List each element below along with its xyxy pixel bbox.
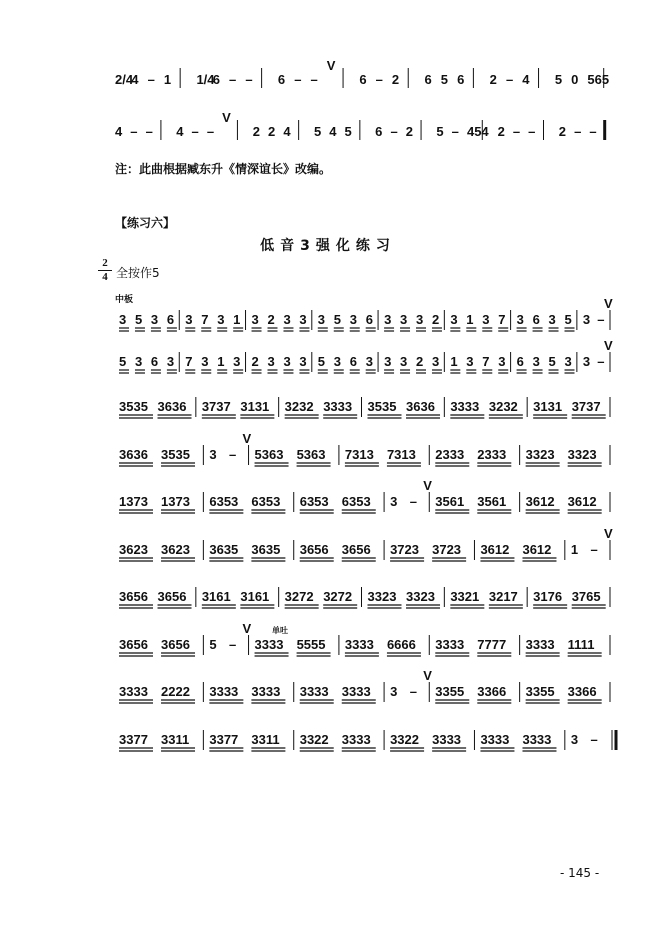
note: 6 (457, 72, 465, 87)
note-group: 3311 (161, 732, 190, 747)
note-group: 3 (431, 354, 440, 369)
note-group: 3333 (522, 732, 552, 747)
note-group: 3333 (254, 637, 284, 652)
note: 565 (587, 72, 610, 87)
note-group: 3161 (201, 589, 231, 604)
note-group: 3333 (209, 684, 239, 699)
note: 4 (522, 72, 530, 87)
note-group: 3 (217, 312, 225, 327)
note-group: 3 (150, 312, 159, 327)
note: – (390, 124, 398, 139)
note-group: 3232 (284, 399, 314, 414)
note: 2/4 (115, 72, 134, 87)
note: 6 (359, 72, 367, 87)
note-group: 3333 (344, 637, 374, 652)
note: 4 (115, 124, 123, 139)
note-group: 3 (582, 312, 591, 327)
note-group: 7 (482, 354, 490, 369)
note: 2 (558, 124, 567, 139)
note: – (574, 124, 582, 139)
exercise-line-svg (0, 338, 656, 384)
note: 4 (176, 124, 184, 139)
note-group: 5 (134, 312, 143, 327)
note-group: 3 (317, 312, 326, 327)
note-group: – (409, 684, 417, 699)
note-group: 2 (431, 312, 440, 327)
note-group: 6353 (209, 494, 239, 509)
breath-mark: V (423, 478, 432, 493)
note-group: 3 (365, 354, 373, 369)
note-group: 3333 (119, 684, 148, 699)
note-group: 3636 (119, 447, 148, 462)
note: – (245, 72, 253, 87)
note-group: 3322 (390, 732, 420, 747)
exercise-line (0, 395, 656, 429)
exercise-line-svg (0, 395, 656, 429)
note-group: 3377 (209, 732, 239, 747)
note-group: 5 (548, 354, 556, 369)
note-group: 3636 (406, 399, 435, 414)
note-group: 1373 (119, 494, 148, 509)
exercise-line-svg (0, 728, 656, 762)
note: 0 (571, 72, 579, 87)
note: 2 (489, 72, 497, 87)
note-group: 3737 (571, 399, 601, 414)
note-group: 5 (564, 312, 572, 327)
note-group: – (229, 637, 237, 652)
exercise-line (0, 728, 656, 762)
breath-mark: V (604, 338, 613, 353)
note-group: 3 (251, 312, 259, 327)
note-group: 2222 (161, 684, 190, 699)
note-group: 1373 (161, 494, 190, 509)
note: 5 (440, 72, 449, 87)
note-group: 3161 (240, 589, 270, 604)
note-group: 3355 (525, 684, 555, 699)
note-group: 3 (548, 312, 556, 327)
note-group: 6 (349, 354, 357, 369)
note-group: 3635 (209, 542, 239, 557)
note-group: 3 (267, 354, 275, 369)
top-score-row-1-svg (0, 58, 656, 96)
note-group: 3333 (525, 637, 555, 652)
note-group: 3612 (525, 494, 555, 509)
note-group: 7313 (344, 447, 374, 462)
note-group: 3535 (161, 447, 190, 462)
breath-mark: V (222, 110, 231, 125)
note-group: 3176 (533, 589, 563, 604)
note-group: 3333 (341, 684, 371, 699)
note: 6 (277, 72, 286, 87)
note-group: 3322 (299, 732, 329, 747)
note-group: 3636 (157, 399, 187, 414)
note: 6 (424, 72, 432, 87)
note: 2 (405, 124, 413, 139)
note: – (375, 72, 383, 87)
breath-mark: V (242, 431, 252, 446)
note: 2 (252, 124, 260, 139)
note-group: 3723 (390, 542, 420, 557)
note-group: 3 (201, 354, 209, 369)
exercise-line-svg (0, 478, 656, 524)
note-group: 3612 (480, 542, 510, 557)
note: – (229, 72, 237, 87)
breath-mark: V (242, 621, 252, 636)
top-score-row-2 (0, 110, 656, 148)
note-group: 3355 (435, 684, 465, 699)
note-group: 3 (209, 447, 217, 462)
note-group: 5363 (296, 447, 326, 462)
note: – (191, 124, 199, 139)
top-row2-glyphs (115, 110, 605, 140)
note-group: 3635 (251, 542, 281, 557)
note-group: 3 (516, 312, 524, 327)
note-group: 3 (299, 312, 307, 327)
note-group: 3 (400, 354, 408, 369)
breath-mark: V (326, 58, 336, 73)
note-group: 3311 (251, 732, 280, 747)
note-group: 3561 (435, 494, 465, 509)
note-group: 3656 (299, 542, 329, 557)
note: – (589, 124, 597, 139)
note-group: 3131 (533, 399, 563, 414)
note-group: 6353 (341, 494, 371, 509)
note-group: 3 (134, 354, 143, 369)
note-group: – (409, 494, 417, 509)
note: – (528, 124, 536, 139)
note: – (505, 72, 514, 87)
note-group: 3 (283, 354, 291, 369)
note-group: 3333 (251, 684, 281, 699)
note-group: 3 (166, 354, 175, 369)
note: 6 (375, 124, 383, 139)
note-group: – (229, 447, 237, 462)
articulation-label: 单吐 (272, 626, 288, 635)
note-group: 6 (532, 312, 540, 327)
note-group: 3612 (567, 494, 597, 509)
note-text: 注：此曲根据臧东升《情深谊长》改编。 (115, 162, 332, 176)
note-group: 7777 (477, 637, 507, 652)
note-group: 3 (333, 354, 342, 369)
top-row1-glyphs (115, 58, 609, 88)
note-group: 3 (532, 354, 540, 369)
note-group: 1 (233, 312, 241, 327)
exercise-line-svg (0, 668, 656, 714)
note: – (147, 72, 155, 87)
note-group: 3232 (488, 399, 518, 414)
note-group: 5 (317, 354, 326, 369)
note-group: 6 (166, 312, 175, 327)
tempo-label: 中板 (115, 295, 134, 305)
note-group: 3 (384, 354, 392, 369)
note-group: 3 (450, 312, 458, 327)
note: 2 (497, 124, 505, 139)
note-group: 2333 (477, 447, 507, 462)
note-group: 3656 (157, 589, 187, 604)
note-group: 3 (498, 354, 506, 369)
note-group: – (597, 354, 605, 369)
note-group: 3131 (240, 399, 270, 414)
note-group: – (590, 542, 598, 557)
note-group: 3 (390, 494, 398, 509)
note-group: 3377 (119, 732, 148, 747)
note-group: – (590, 732, 598, 747)
note-group: 3 (119, 312, 127, 327)
note-group: 2 (267, 312, 275, 327)
time-signature-top: 2 (102, 257, 108, 269)
exercise-line (0, 338, 656, 384)
note-group: 3723 (432, 542, 462, 557)
breath-mark: V (423, 668, 432, 683)
exercise-line (0, 526, 656, 572)
note: 5 (554, 72, 563, 87)
section-label: 【练习六】 (115, 216, 176, 230)
note-group: 3323 (367, 589, 397, 604)
note-group: 3656 (161, 637, 190, 652)
note-group: 6 (516, 354, 524, 369)
breath-mark: V (604, 526, 613, 541)
note-group: 7313 (386, 447, 416, 462)
note-group: 3623 (161, 542, 190, 557)
note-group: 3 (299, 354, 307, 369)
note-group: 3 (384, 312, 392, 327)
note-group: 3 (570, 732, 579, 747)
note: 5 (436, 124, 444, 139)
note-group: 3 (233, 354, 241, 369)
note-group: 3 (466, 354, 474, 369)
note-group: 5 (333, 312, 342, 327)
breath-mark: V (604, 296, 613, 311)
note: – (512, 124, 521, 139)
note-group: 5 (209, 637, 217, 652)
note-group: 3272 (323, 589, 353, 604)
note-group: 3333 (341, 732, 371, 747)
note: 454 (466, 124, 489, 139)
note-group: 3333 (299, 684, 329, 699)
note-group: 3 (582, 354, 591, 369)
note-group: 3612 (522, 542, 552, 557)
note-group: 6353 (299, 494, 329, 509)
note-group: 3656 (341, 542, 371, 557)
note-group: 3535 (119, 399, 148, 414)
note-group: 6 (150, 354, 159, 369)
note-group: 6 (365, 312, 373, 327)
note-group: 3 (185, 312, 193, 327)
note: – (145, 124, 153, 139)
top-score-row-1 (0, 58, 656, 96)
note-group: 3 (416, 312, 424, 327)
note: 2 (391, 72, 400, 87)
note-group: 3323 (406, 589, 435, 604)
time-signature (98, 258, 112, 283)
note: – (294, 72, 302, 87)
note-group: 3737 (201, 399, 231, 414)
note-group: 1 (217, 354, 225, 369)
exercise-line (0, 585, 656, 619)
note-group: 3656 (119, 637, 148, 652)
note: – (451, 124, 459, 139)
note-group: 3535 (367, 399, 397, 414)
note-group: 3333 (480, 732, 510, 747)
note-group: 5555 (296, 637, 326, 652)
note-group: 3 (349, 312, 357, 327)
note-group: 3272 (284, 589, 314, 604)
note: 5 (344, 124, 352, 139)
note-group: 3333 (450, 399, 480, 414)
note-group: 3323 (525, 447, 555, 462)
page-number: - 145 - (560, 866, 600, 880)
note: 6 (212, 72, 220, 87)
note-group: 7 (185, 354, 193, 369)
note-group: 3 (390, 684, 398, 699)
note-group: 3321 (450, 589, 480, 604)
note-group: 3333 (435, 637, 465, 652)
note-group: – (597, 312, 605, 327)
note-group: 3 (400, 312, 408, 327)
note-group: 2333 (435, 447, 465, 462)
note: 4 (283, 124, 291, 139)
note-group: 1 (570, 542, 579, 557)
exercise-line (0, 478, 656, 524)
note: 4 (329, 124, 337, 139)
note-group: 7 (498, 312, 506, 327)
note-group: 3561 (477, 494, 507, 509)
note-group: 6666 (386, 637, 416, 652)
note-group: 3323 (567, 447, 597, 462)
note-group: 2 (251, 354, 259, 369)
note-group: 3623 (119, 542, 148, 557)
note-group: 3 (482, 312, 490, 327)
note-group: 3333 (323, 399, 353, 414)
exercise-line (0, 431, 656, 477)
exercise-line (0, 668, 656, 714)
exercise-line-svg (0, 526, 656, 572)
note-group: 3765 (571, 589, 601, 604)
exercise-line-svg (0, 431, 656, 477)
time-signature-bottom: 4 (102, 271, 108, 283)
exercise-line-svg (0, 585, 656, 619)
note-group: 6353 (251, 494, 281, 509)
note: – (130, 124, 138, 139)
note-group: 3 (564, 354, 572, 369)
note-group: 2 (416, 354, 424, 369)
fingering-label: 全按作5 (116, 266, 160, 280)
note-group: 3366 (567, 684, 597, 699)
note-group: 5 (119, 354, 127, 369)
note-group: 1 (450, 354, 458, 369)
exercise-title: 低音3强化练习 (260, 238, 396, 254)
note-group: 1 (466, 312, 474, 327)
note-group: 3656 (119, 589, 148, 604)
note: 4 (131, 72, 139, 87)
note-group: 5363 (254, 447, 284, 462)
note-group: 3217 (488, 589, 518, 604)
note-group: 7 (201, 312, 209, 327)
note-group: 1111 (567, 637, 595, 652)
top-score-row-2-svg (0, 110, 656, 148)
note: 2 (268, 124, 276, 139)
note: – (206, 124, 215, 139)
note: 1 (163, 72, 172, 87)
note-group: 3 (283, 312, 291, 327)
note: – (310, 72, 318, 87)
note: 5 (313, 124, 322, 139)
note-group: 3366 (477, 684, 507, 699)
note-group: 3333 (432, 732, 462, 747)
note: 1/4 (196, 72, 215, 87)
